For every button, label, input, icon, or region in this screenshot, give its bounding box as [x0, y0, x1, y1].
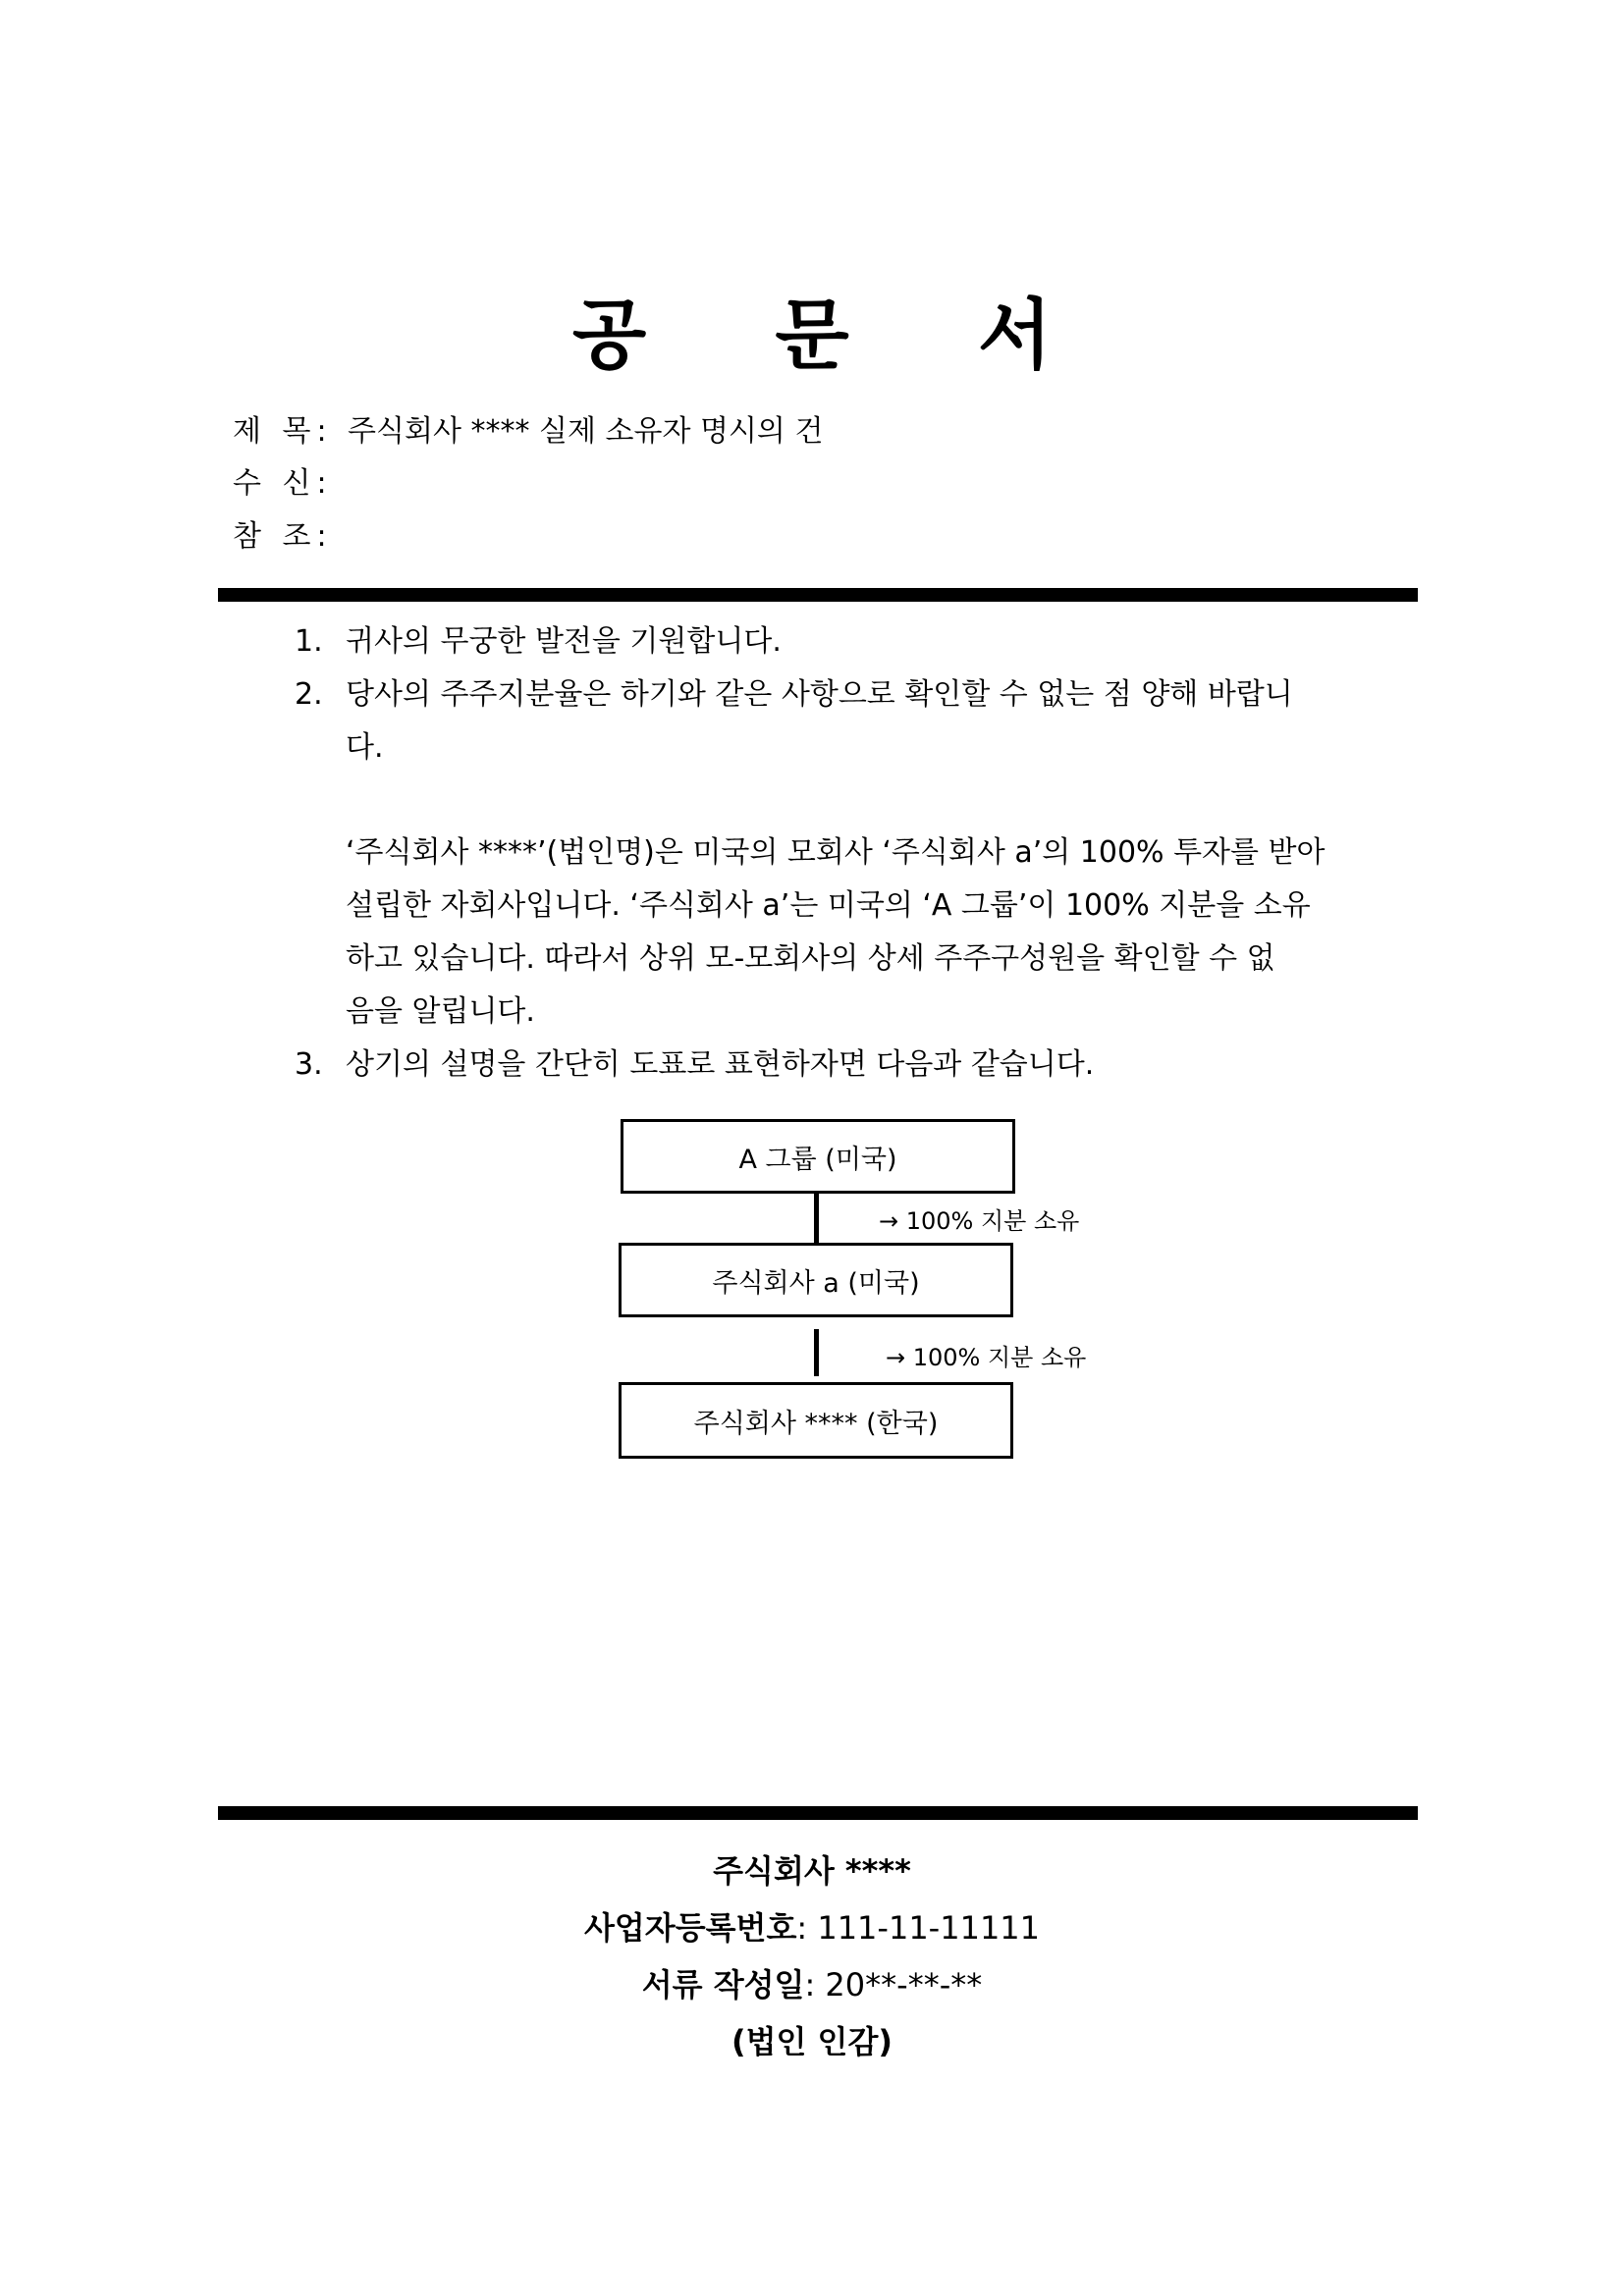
footer-registration-label: 사업자등록번호 — [583, 1909, 797, 1947]
header-divider — [218, 588, 1418, 602]
explanation-line-2: 설립한 자회사입니다. ‘주식회사 a’는 미국의 ‘A 그룹’이 100% 지분을 소유 — [346, 888, 1311, 923]
explanation-line-3: 하고 있습니다. 따라서 상위 모-모회사의 상세 주주구성원을 확인할 수 없 — [346, 941, 1275, 976]
document-title: 공 문 서 — [571, 292, 1104, 380]
footer-registration-value: : 111-11-11111 — [796, 1909, 1041, 1947]
explanation-line-4: 음을 알립니다. — [346, 994, 535, 1029]
meta-recipient-row — [233, 464, 348, 504]
footer-divider — [218, 1806, 1418, 1820]
list-item-text: 당사의 주주지분율은 하기와 같은 사항으로 확인할 수 없는 점 양해 바랍니 — [346, 677, 1293, 712]
box-company-korea: 주식회사 **** (한국) — [619, 1382, 1013, 1459]
meta-reference-row — [233, 517, 348, 557]
footer-seal — [0, 2020, 1624, 2063]
meta-subject-row — [233, 412, 823, 452]
footer-company-name: 주식회사 **** — [713, 1852, 911, 1890]
footer-company — [0, 1849, 1624, 1893]
connector-line-1 — [814, 1194, 819, 1243]
connector-line-2 — [814, 1329, 819, 1376]
meta-recipient-label: 수 신: — [233, 466, 333, 501]
footer-date — [0, 1963, 1624, 2006]
explanation-line-1: ‘주식회사 ****’(법인명)은 미국의 모회사 ‘주식회사 a’의 100% 투자를 받아 — [346, 835, 1326, 870]
list-item-number: 2. — [295, 677, 323, 712]
list-item-text-continuation: 다. — [346, 730, 384, 765]
footer-date-value: : 20**-**-** — [804, 1966, 983, 2003]
meta-subject-value: 주식회사 **** 실제 소유자 명시의 건 — [348, 414, 824, 449]
list-item-text: 상기의 설명을 간단히 도표로 표현하자면 다음과 같습니다. — [346, 1047, 1095, 1082]
list-item-text: 귀사의 무궁한 발전을 기원합니다. — [346, 624, 782, 659]
footer-date-label: 서류 작성일 — [641, 1966, 805, 2003]
box-a-group: A 그룹 (미국) — [621, 1119, 1015, 1194]
footer-registration — [0, 1906, 1624, 1949]
list-item-number: 3. — [295, 1047, 323, 1082]
ownership-note-2: → 100% 지분 소유 — [886, 1344, 1087, 1371]
footer-seal-text: (법인 인감) — [731, 2023, 893, 2060]
meta-subject-label: 제 목: — [233, 414, 333, 449]
meta-reference-label: 참 조: — [233, 519, 333, 554]
list-item-number: 1. — [295, 624, 323, 659]
ownership-note-1: → 100% 지분 소유 — [879, 1207, 1080, 1235]
box-company-a: 주식회사 a (미국) — [619, 1243, 1013, 1317]
